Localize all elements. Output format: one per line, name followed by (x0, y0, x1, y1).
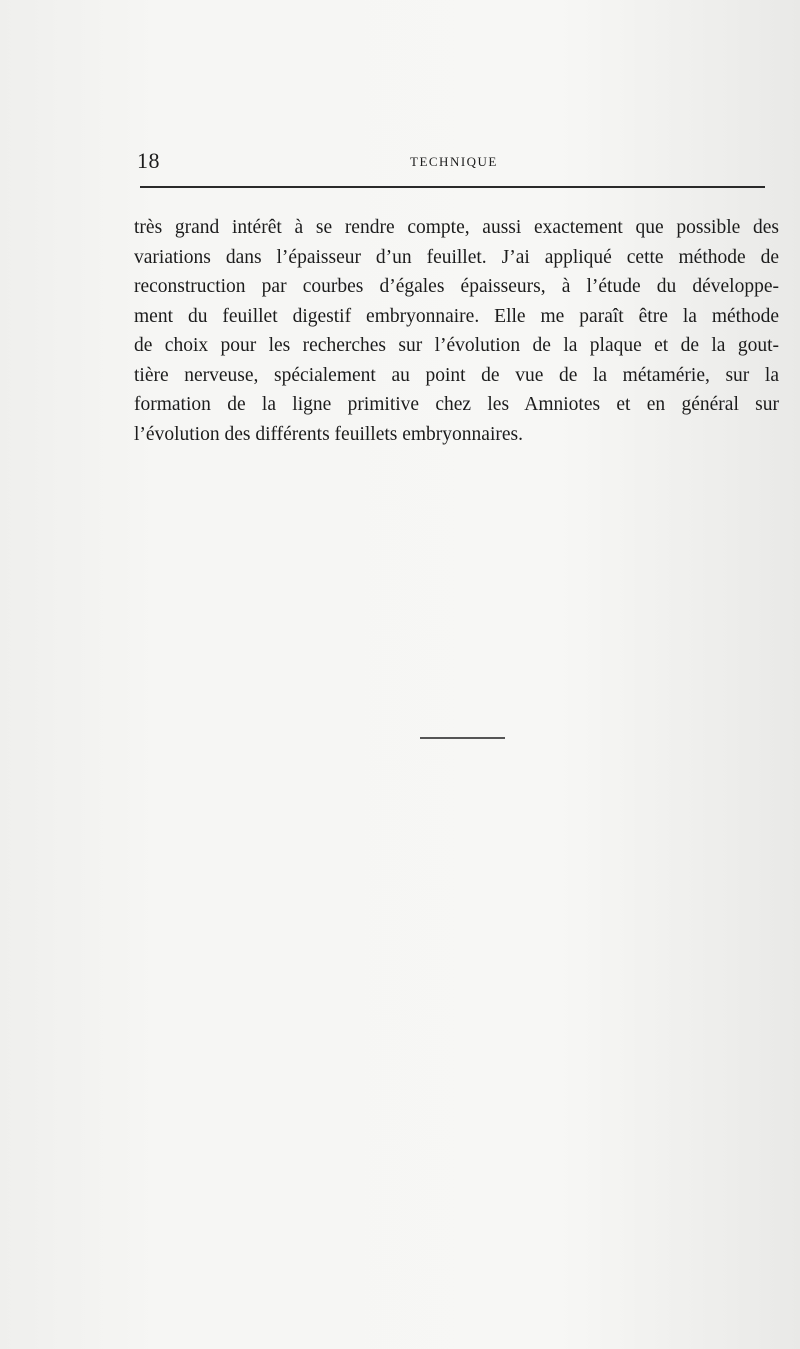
text-line: de choix pour les recherches sur l’évolution de la plaque et de la gout- (134, 335, 779, 356)
page-number: 18 (137, 148, 160, 173)
section-end-rule (420, 737, 505, 739)
header-rule (140, 186, 765, 188)
text-line: variations dans l’épaisseur d’un feuillet. J’ai appliqué cette méthode de (134, 246, 779, 268)
text-line: tière nerveuse, spécialement au point de vue de la métamérie, sur la (134, 364, 779, 386)
text-line: très grand intérêt à se rendre compte, aussi exactement que possible des (134, 217, 779, 238)
text-line: l’évolution des différents feuillets embryonnaires. (134, 423, 523, 445)
body-paragraph (134, 213, 779, 449)
text-line: formation de la ligne primitive chez les Amniotes et en général sur (134, 394, 779, 415)
text-line: reconstruction par courbes d’égales épaisseurs, à l’étude du développe- (134, 276, 779, 297)
text-line: ment du feuillet digestif embryonnaire. Elle me paraît être la méthode (134, 305, 779, 327)
page-header (137, 148, 767, 178)
running-head: TECHNIQUE (410, 154, 498, 169)
